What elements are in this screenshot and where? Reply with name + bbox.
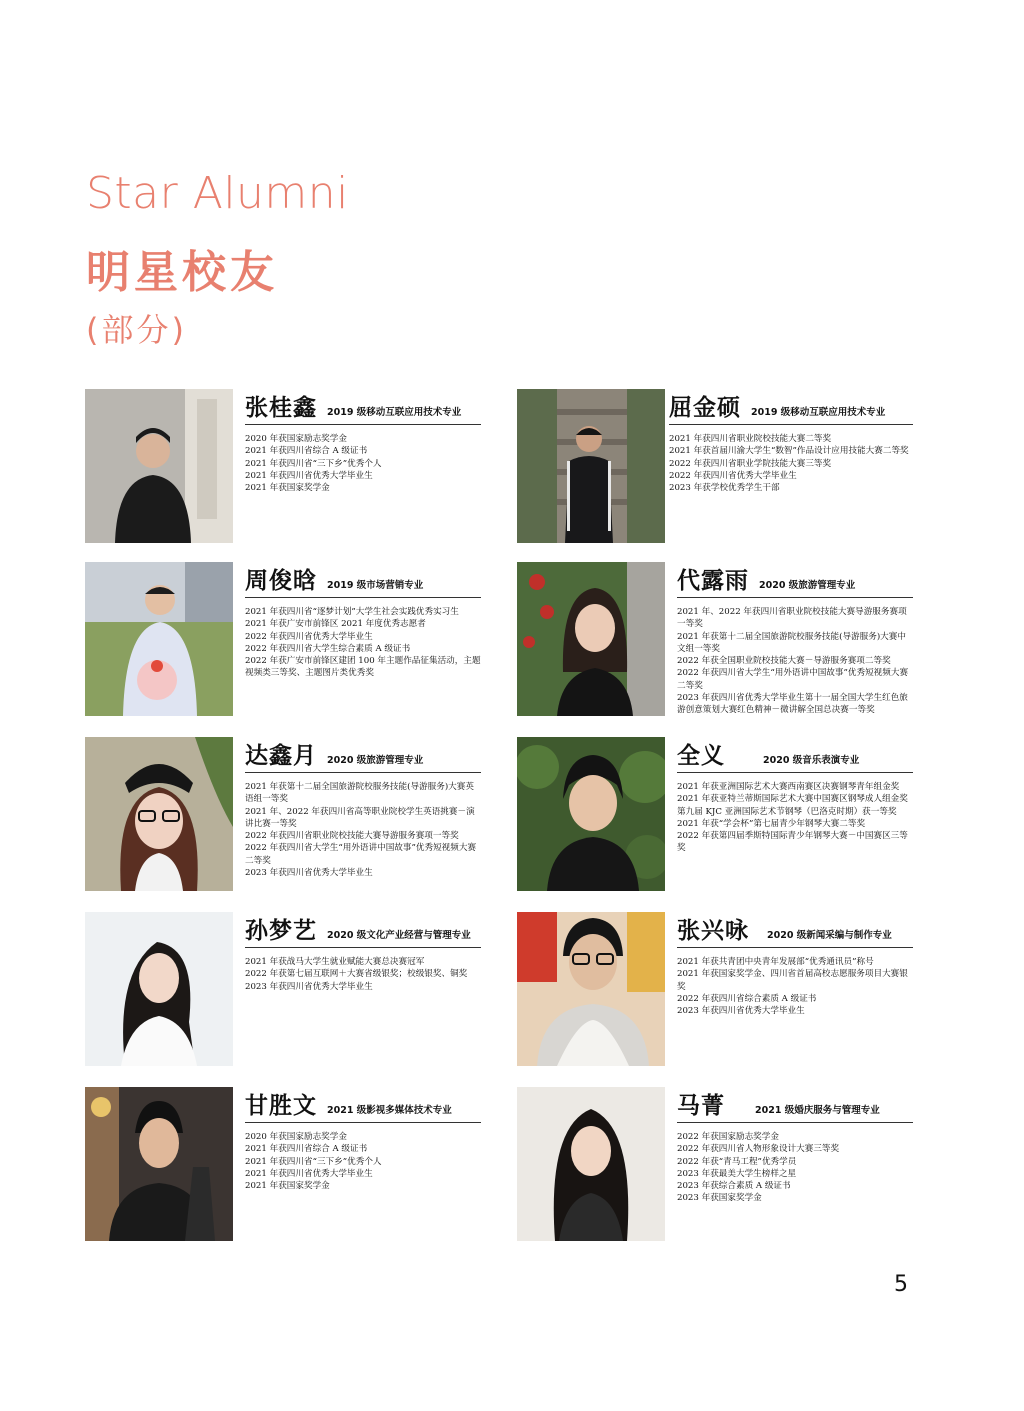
award-item: 2023 年获国家奖学金 [677,1193,762,1204]
awards-list [677,956,913,1017]
awards-list [669,433,913,494]
alumni-card-4 [517,562,917,722]
alumni-photo [85,912,233,1066]
alumni-name: 孙梦艺 [245,918,317,944]
award-item: 2022 年获全国职业院校技能大赛－导游服务赛项二等奖 [677,656,891,667]
portrait-photo-icon [517,912,665,1066]
award-item: 2021 年获国家奖学金 [245,483,330,494]
awards-list [677,1131,913,1205]
award-item: 2023 年获综合素质 A 级证书 [677,1181,791,1192]
title-chinese: 明星校友 [86,247,278,298]
portrait-photo-icon [85,389,233,543]
portrait-photo-icon [85,1087,233,1241]
awards-list [677,781,913,855]
awards-list [245,606,481,680]
award-item: 2022 年获广安市前锋区建团 100 年主题作品征集活动，主题视频类三等奖、主题图片类优秀奖 [245,656,481,679]
alumni-name: 马菁 [677,1093,725,1119]
alumni-major: 2020 级文化产业经营与管理专业 [327,930,471,941]
award-item: 2022 年获四川省综合素质 A 级证书 [677,993,817,1004]
alumni-photo [85,562,233,716]
award-item: 2021 年获四川省“三下乡”优秀个人 [245,458,382,469]
alumni-photo [517,1087,665,1241]
alumni-major: 2020 级旅游管理专业 [327,755,424,766]
alumni-major: 2021 级婚庆服务与管理专业 [755,1105,880,1116]
alumni-major: 2019 级移动互联应用技术专业 [751,407,886,418]
portrait-photo-icon [85,912,233,1066]
alumni-card-10 [517,1087,917,1247]
award-item: 2021 年、2022 年获四川省高等职业院校学生英语挑赛－演讲比赛一等奖 [245,806,475,829]
alumni-major: 2020 级音乐表演专业 [763,755,860,766]
alumni-name: 张桂鑫 [245,395,317,421]
award-item: 2021 年获“学会杯”第七届青少年钢琴大赛二等奖 [677,818,866,829]
award-item: 2021 年获第十二届全国旅游院校服务技能(导游服务)大赛英语组一等奖 [245,782,474,805]
award-item: 2020 年获国家励志奖学金 [245,1132,347,1142]
award-item: 2022 年获“青马工程”优秀学员 [677,1156,797,1167]
award-item: 2020 年获国家励志奖学金 [245,434,347,444]
awards-list [245,781,481,879]
alumni-name: 周俊晗 [245,568,317,594]
portrait-photo-icon [517,562,665,716]
alumni-name: 全义 [677,743,725,769]
portrait-photo-icon [517,1087,665,1241]
award-item: 2021 年获四川省综合 A 级证书 [245,1144,368,1155]
alumni-name: 甘胜文 [245,1093,317,1119]
award-item: 2021 年、2022 年获四川省职业院校技能大赛导游服务赛项一等奖 [677,607,907,630]
award-item: 2023 年获四川省优秀大学毕业生 [677,1006,805,1017]
portrait-photo-icon [85,562,233,716]
alumni-name: 张兴咏 [677,918,749,944]
alumni-card-6 [517,737,917,897]
award-item: 2021 年获战马大学生就业赋能大赛总决赛冠军 [245,957,425,967]
alumni-photo [517,562,665,716]
alumni-major: 2019 级移动互联应用技术专业 [327,407,462,418]
award-item: 2023 年获学校优秀学生干部 [669,483,780,494]
award-item: 2021 年获亚洲国际艺术大赛西南赛区决赛钢琴青年组金奖 [677,782,900,792]
award-item: 2023 年获最美大学生榜样之星 [677,1168,797,1179]
alumni-card-1 [85,389,485,549]
award-item: 2021 年获亚特兰蒂斯国际艺术大赛中国赛区钢琴成人组金奖 [677,794,908,805]
award-item: 2022 年获四川省职业学院技能大赛三等奖 [669,458,832,469]
alumni-card-5 [85,737,485,897]
award-item: 2022 年获四川省人物形象设计大赛三等奖 [677,1144,840,1155]
alumni-name: 屈金硕 [669,395,741,421]
award-item: 2021 年获四川省综合 A 级证书 [245,446,368,457]
award-item: 2022 年获第四届季斯特国际青少年钢琴大赛－中国赛区三等奖 [677,831,908,854]
title-english: Star Alumni [86,168,349,219]
award-item: 2023 年获四川省优秀大学毕业生 [245,868,373,879]
alumni-photo [517,912,665,1066]
title-subtitle: (部分) [86,311,187,349]
awards-list [245,433,481,494]
alumni-major: 2020 级旅游管理专业 [759,580,856,591]
alumni-card-3 [85,562,485,722]
award-item: 2022 年获四川省优秀大学毕业生 [669,470,797,481]
awards-list [245,956,481,993]
awards-list [245,1131,481,1192]
award-item: 2021 年获四川省优秀大学毕业生 [245,1168,373,1179]
alumni-photo [85,1087,233,1241]
award-item: 2021 年获第十二届全国旅游院校服务技能(导游服务)大赛中文组一等奖 [677,631,906,654]
portrait-photo-icon [517,737,665,891]
award-item: 2021 年获国家奖学金、四川省首届高校志愿服务项目大赛银奖 [677,969,908,992]
award-item: 2021 年获共青团中央青年发展部“优秀通讯员”称号 [677,957,874,967]
award-item: 2021 年获四川省“三下乡”优秀个人 [245,1156,382,1167]
alumni-major: 2020 级新闻采编与制作专业 [767,930,892,941]
award-item: 第九届 KJC 亚洲国际艺术节钢琴（巴洛克时期）获一等奖 [677,806,897,817]
award-item: 2022 年获国家励志奖学金 [677,1132,779,1142]
alumni-card-7 [85,912,485,1072]
award-item: 2021 年获四川省职业院校技能大赛二等奖 [669,434,832,444]
award-item: 2022 年获第七届互联网＋大赛省级银奖；校级银奖、铜奖 [245,969,468,980]
alumni-photo [85,389,233,543]
alumni-card-9 [85,1087,485,1247]
award-item: 2022 年获四川省大学生“用外语讲中国故事”优秀短视频大赛二等奖 [245,843,477,866]
award-item: 2021 年获广安市前锋区 2021 年度优秀志愿者 [245,619,426,630]
award-item: 2022 年获四川省优秀大学毕业生 [245,631,373,642]
award-item: 2021 年获首届川渝大学生“数智”作品设计应用技能大赛二等奖 [669,446,909,457]
award-item: 2022 年获四川省职业院校技能大赛导游服务赛项一等奖 [245,831,459,842]
alumni-photo [85,737,233,891]
alumni-photo [517,389,665,543]
award-item: 2021 年获四川省优秀大学毕业生 [245,470,373,481]
alumni-name: 达鑫月 [245,743,317,769]
award-item: 2023 年获四川省优秀大学毕业生 [245,981,373,992]
award-item: 2021 年获国家奖学金 [245,1181,330,1192]
awards-list [677,606,913,717]
award-item: 2022 年获四川省大学生综合素质 A 级证书 [245,643,411,654]
award-item: 2021 年获四川省“逐梦计划”大学生社会实践优秀实习生 [245,607,459,617]
page-number: 5 [894,1272,908,1297]
alumni-photo [517,737,665,891]
alumni-card-2 [517,389,917,549]
alumni-card-8 [517,912,917,1072]
alumni-major: 2021 级影视多媒体技术专业 [327,1105,452,1116]
portrait-photo-icon [517,389,665,543]
portrait-photo-icon [85,737,233,891]
alumni-name: 代露雨 [677,568,749,594]
award-item: 2023 年获四川省优秀大学毕业生第十一届全国大学生红色旅游创意策划大赛红色精神－微讲解全国总决赛一等奖 [677,693,908,716]
award-item: 2022 年获四川省大学生“用外语讲中国故事”优秀短视频大赛二等奖 [677,668,909,691]
alumni-major: 2019 级市场营销专业 [327,580,424,591]
